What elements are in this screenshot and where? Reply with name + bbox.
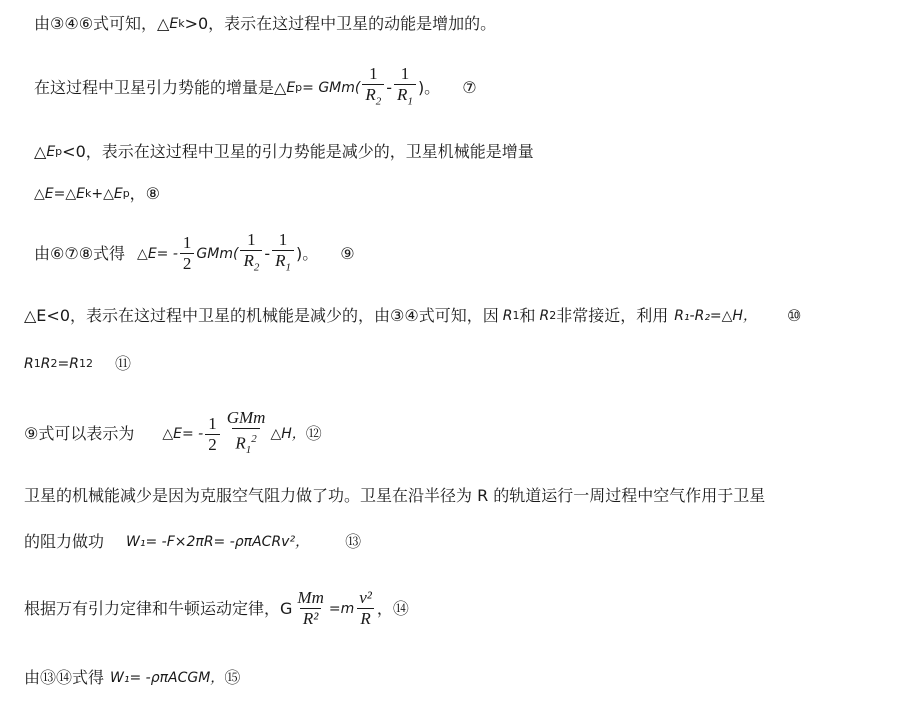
gmm-term: = GMm( (302, 79, 361, 96)
equation-tag-12: ⑫ (305, 424, 322, 444)
sub-p: p (295, 80, 303, 94)
equation-tag-9: ⑨ (340, 243, 355, 263)
minus-sign: - (264, 243, 271, 263)
line-5-prefix: 由⑥⑦⑧式得 (34, 243, 126, 263)
close-paren: )。 (417, 77, 441, 97)
gmm-term: GMm( (196, 245, 239, 262)
equation-tag-10: ⑩ (786, 306, 802, 325)
line-11: 根据万有引力定律和牛顿运动定律，G $\frac{Mm}{\text{R²}}$ =m $\frac{\text{v²}}{R}$ ， ⑭ (24, 588, 409, 628)
relation-r1-r2: R₁-R₂=△H， (674, 308, 757, 324)
fraction-gmm-over-r1-sq: $\frac{\text{GMm}}{R_1^2}$ (224, 408, 269, 460)
line-7: R 1 R 2 =R 1 2 ⑪ (24, 352, 131, 376)
equation-tag-11: ⑪ (114, 354, 131, 373)
line-12-prefix: 由⑬⑭式得 (24, 668, 105, 687)
line-10-prefix: 的阻力做功 (24, 532, 105, 551)
line-9-text: 卫星的机械能减少是因为克服空气阻力做了功。卫星在沿半径为 R 的轨道运行一周过程中空气作用于卫星 (24, 486, 766, 505)
line-1-text: 由③④⑥式可知，△ (34, 14, 170, 33)
equation-tag-7: ⑦ (462, 77, 477, 97)
fraction-v-sq-over-r: $\frac{\text{v²}}{R}$ (359, 588, 372, 628)
line-1-rest: >0，表示在这过程中卫星的动能是增加的。 (184, 14, 497, 33)
fraction-1-over-r1: $\frac{1}{R_1}$ (394, 64, 416, 111)
line-4 (34, 182, 160, 206)
sub-p: p (55, 145, 63, 158)
fraction-half: $\frac{1}{2}$ (205, 414, 220, 455)
plus-delta-e: +△E (91, 186, 123, 202)
var-e: E (46, 144, 56, 160)
line-5 (34, 230, 355, 277)
line-12 (24, 666, 240, 690)
sub-p: p (122, 187, 130, 200)
work-expression: W₁= -F×2πR= -ρπACRv²， (126, 534, 310, 550)
delta: △ (34, 142, 47, 161)
work-result: W₁= -ρπACGM， (110, 670, 225, 686)
line-9 (24, 484, 765, 508)
close-paren: )。 (296, 243, 319, 263)
line-1 (34, 12, 496, 36)
minus-sign: - (386, 77, 393, 97)
sub-k: k (84, 187, 92, 200)
fraction-half: $\frac{1}{2}$ (180, 233, 195, 274)
line-8: ⑨式可以表示为 △E= - $\frac{1}{2}$ $\frac{\text{GMm}}{R_1^2}$ △H， ⑫ (24, 408, 322, 460)
equation-tag-15: ⑮ (224, 668, 241, 687)
line-2-prefix: 在这过程中卫星引力势能的增量是△ (34, 77, 287, 97)
delta-e-eq: △E=△E (34, 186, 85, 202)
sub-k: k (178, 17, 185, 30)
equation-tag-13: ⑬ (345, 532, 362, 551)
fraction-1-over-r1: $\frac{1}{R_1}$ (272, 230, 294, 277)
equation-tag-8: ，⑧ (129, 184, 161, 203)
line-11-prefix: 根据万有引力定律和牛顿运动定律，G (24, 598, 293, 618)
line-3 (34, 140, 534, 164)
line-6: △E<0，表示在这过程中卫星的机械能是减少的，由③④式可知，因 R 1 和 R 2 非常接近，利用 R₁-R₂=△H， ⑩ (24, 304, 801, 328)
line-2 (34, 64, 477, 111)
fraction-1-over-r2: $\frac{1}{R_2}$ (362, 64, 384, 111)
line-6-text: △E<0，表示在这过程中卫星的机械能是减少的，由③④式可知，因 (24, 306, 499, 325)
equation-tag-14: ⑭ (392, 598, 409, 618)
line-8-prefix: ⑨式可以表示为 (24, 424, 135, 444)
var-e: E (286, 79, 296, 96)
line-10 (24, 530, 361, 554)
lhs: △E= - (162, 426, 204, 443)
fraction-mm-over-r-sq: $\frac{Mm}{\text{R²}}$ (297, 588, 324, 628)
line-3-rest: <0，表示在这过程中卫星的引力势能是减少的，卫星机械能是增量 (62, 142, 534, 161)
var-e: E (169, 16, 179, 32)
fraction-1-over-r2: $\frac{1}{R_2}$ (240, 230, 262, 277)
lhs: △E= - (137, 245, 178, 262)
